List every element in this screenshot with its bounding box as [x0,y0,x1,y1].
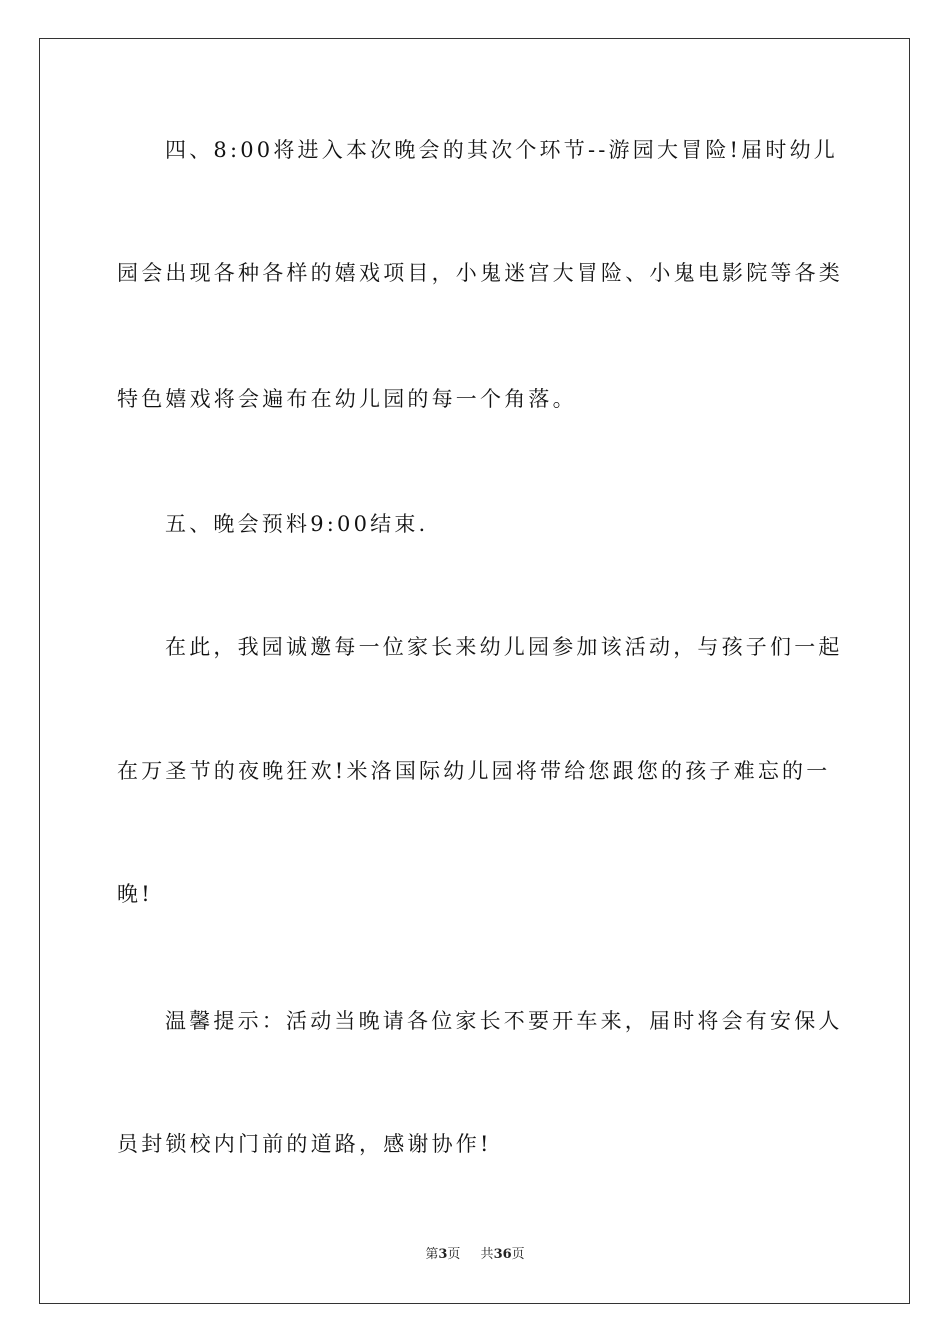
total-pages-label: 共36页 [480,1247,525,1262]
page-footer [0,1246,950,1264]
page-border [39,38,910,1304]
paragraph-line: 在万圣节的夜晚狂欢!米洛国际幼儿园将带给您跟您的孩子难忘的一 [117,759,831,783]
paragraph-line: 特色嬉戏将会遍布在幼儿园的每一个角落。 [117,387,577,411]
paragraph-line: 在此，我园诚邀每一位家长来幼儿园参加该活动，与孩子们一起 [165,635,843,659]
paragraph-line: 五、晚会预料9:00结束. [165,512,429,536]
paragraph-line: 晚! [117,882,153,906]
paragraph-line: 园会出现各种各样的嬉戏项目，小鬼迷宫大冒险、小鬼电影院等各类 [117,261,843,285]
paragraph-line: 四、8:00将进入本次晚会的其次个环节--游园大冒险!届时幼儿 [165,138,838,162]
paragraph-line: 温馨提示：活动当晚请各位家长不要开车来，届时将会有安保人 [165,1009,843,1033]
paragraph-line: 员封锁校内门前的道路，感谢协作! [117,1132,492,1156]
current-page-label: 第3页 [425,1247,461,1262]
